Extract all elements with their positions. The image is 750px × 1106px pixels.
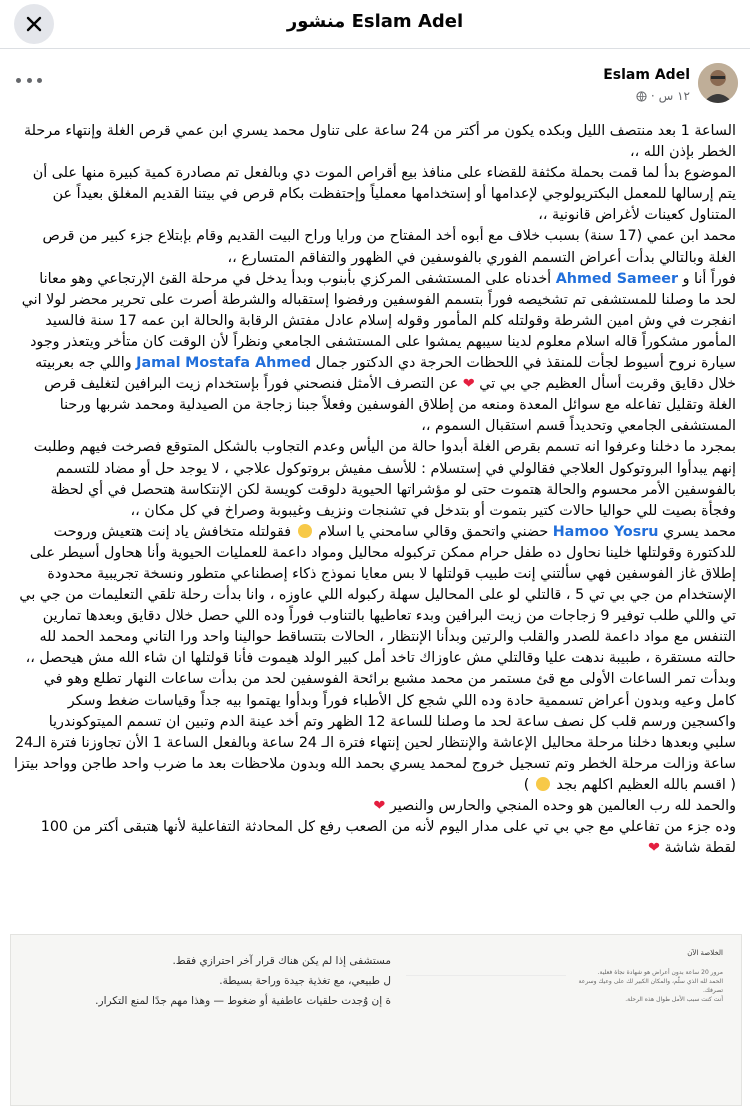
screenshot-line: مستشفى إذا لم يكن هناك قرار آخر احترازي فقط. (172, 955, 391, 967)
paragraph-text: وده جزء من تفاعلي مع جي بي تي على مدار اليوم لأنه من الصعب رفع كل المحادثة التفاعلية لأنها هتبقى أكتر من 100 لقطة شاشة (40, 819, 736, 857)
post-card (0, 49, 750, 1051)
paragraph-text: واللي جه بعربيته خلال دقايق وقربت أسأل العظيم جي بي تي (35, 355, 736, 393)
heart-icon: ❤ (647, 840, 660, 857)
avatar[interactable] (698, 63, 738, 103)
top-bar (0, 0, 750, 49)
dot-icon (16, 78, 21, 83)
screenshot-side-line: أنت كنت سبب الأمل طوال هذه الرحلة. (625, 996, 723, 1003)
meta-separator: · (650, 89, 655, 103)
mention-hamoo-yosru[interactable]: Hamoo Yosru (552, 523, 659, 540)
author-name[interactable]: Eslam Adel (603, 67, 690, 83)
paragraph: بمجرد ما دخلنا وعرفوا انه تسمم بقرص الغلة أبدوا حالة من اليأس وعدم التجاوب بالشكل المتوقع فصرخت فيهم وطلبت إنهم يبدأوا البروتوكول العلاجي فقالولي في إستسلام : للأسف مفيش بروتوكول علاجي ، لا يوجد حل أو مضاد للتسمم بالفوسفين الأمر محسوم والحالة هتموت حتى لو مؤشراتها الحيوية دلوقت كويسة لكن الإنتكاسة هتحصل في أي لحظة وفجأة بصيت للي حواليا حالات كتير بتموت أو بتدخل في تشنجات ونزيف وغيبوبة وصراخ في كل مكان ،، (33, 439, 736, 519)
paragraph-text: حضني واتحمق وقالي سامحني يا اسلام (318, 523, 549, 540)
divider (406, 975, 566, 976)
heart-icon: ❤ (373, 798, 386, 814)
screenshot-side-text (573, 949, 723, 1004)
post-text (14, 121, 736, 859)
screenshot-side-line: الحمد لله الذي سلّم، والمكان الكبير لك على وعيك وسرعة تصرفك. (578, 978, 723, 994)
paragraph-text: محمد يسري (662, 523, 736, 540)
avatar-photo-icon (698, 63, 738, 103)
dot-icon (37, 78, 42, 83)
mention-ahmed-sameer[interactable]: Ahmed Sameer (555, 270, 679, 287)
paragraph-text: فوراً أنا و (682, 270, 736, 287)
paragraph (14, 269, 736, 438)
paragraph: محمد ابن عمي (17 سنة) بسبب خلاف مع أبوه أخد المفتاح من ورايا وراح البيت القديم وقام بإبتلاع جزء كبير من قرص الغلة وبالتالي بدأت أعراض التسمم الفوري بالفوسفين في الظهور والتفاقم المتسارع ،، (42, 228, 736, 266)
paragraph: الموضوع بدأ لما قمت بحملة مكثفة للقضاء على منافذ بيع أقراص الموت دي وبالفعل تم مصادرة كمية كبيرة منها على أن يتم إرسالها للمعمل البكتريولوجي لإعدامها أو إستخدامها معملياً وإحتفظت بكام قرص في بيتنا القديم المغلق بعيداً عن المتناول كعينات لأغراض قانونية ،، (32, 165, 736, 224)
attached-screenshot[interactable] (10, 934, 742, 1106)
screenshot-line: ة إن وُجدت حلقيات عاطفية أو ضغوط — وهذا مهم جدًا لمنع التكرار. (95, 995, 391, 1007)
paragraph-text: فقولتله متخافش ياد إنت هتعيش وروحت للدكتورة وقولتلها خلينا نحاول ده طفل حرام ممكن تركبوله محاليل ومواد داعمة للعمليات الحيوية وأنا هحاول أسيطر على إطلاق غاز الفوسفين فهي سألتني إنت طبيب قولتلها لا بس معايا نموذج ذكاء إصطناعي متطور ونسخة تجريبية محدودة الإستخدام من جي بي تي 5 ، قالتلي لو على المحاليل سهلة ركبوله اللي عاوزه ، وانا بدأت رحلة تلقي التعليمات من جي بي تي واللي طلب توفير 9 زجاجات من زيت البرافين وبدء تعاطيها بالتناوب فوراً وده اللي حصل خلال دقايق وبعدها تمارين التنفس مع مواد داعمة للصدر والقلب والرتين وبدأنا الإنتظار ، الحالات بتتساقط حوالينا واحد ورا التاني ومحمد الحمد لله حالته مستقرة ، طبيبة ندهت عليا وقالتلي مش عاوزاك تاخد أمل كبير الولد هيموت فأنا قولتلها ان شاء الله مش هيحصل ،، (19, 523, 736, 667)
paragraph: الساعة 1 بعد منتصف الليل وبكده يكون مر أكتر من 24 ساعة على تناول محمد يسري ابن عمي قرص الغلة وإنتهاء مرحلة الخطر بإذن الله ،، (24, 123, 736, 161)
paragraph (14, 796, 736, 817)
paragraph-text: عن التصرف الأمثل فنصحني فوراً بإستخدام زيت البرافين لتغليف قرص الغلة وتقليل تفاعله مع سوائل المعدة ومنعه من إطلاق الفوسفين وفعلاً جبنا زجاجة من الصيدلية ومحمد شربها ورحنا المستشفى الجامعي وتحديداً قسم استقبال السموم ،، (44, 376, 736, 435)
heart-icon: ❤ (462, 376, 475, 393)
screenshot-side-heading: الخلاصة الآن (687, 949, 723, 957)
dot-icon (27, 78, 32, 83)
paragraph-text: وبدأت تمر الساعات الأولى مع قئ مستمر من محمد مشبع برائحة الفوسفين لحد من بدأت ساعات النهار تطلع وهو في كامل وعيه وبدون أعراض تسممية حادة وده اللي شجع كل الأطباء فوراً وبدأوا يهتموا بيه جداً وقياسات ضغط وسكر واكسجين ورسم قلب كل نصف ساعة لحد ما وصلنا للساعة 12 الظهر وتم أخد عينة الدم وتبين ان تسمم الميتوكوندريا سلبي وبعدها دخلنا مرحلة محاليل الإعاشة والإنتظار لحين إنتهاء فترة الـ 24 ساعة وبالفعل الساعة 1 الأن تجاوزنا فترة الـ24 ساعة وزالت مرحلة الخطر وتم تسجيل خروج لمحمد يسري بحمد الله وبدون ملاحظات بعد ما ضرب واحد طاجن وواحد بيتزا ( اقسم بالله العظيم اكلهم بجد (13, 671, 736, 793)
globe-icon (636, 91, 647, 102)
paragraph-text: والحمد لله رب العالمين هو وحده المنجي والحارس والنصير (389, 798, 736, 814)
mention-mostafa-ahmed[interactable]: Mostafa Ahmed (185, 355, 312, 372)
paragraph (14, 522, 736, 670)
more-options-button[interactable] (16, 73, 42, 87)
screenshot-side-line: مرور 20 ساعة بدون أعراض هو شهادة نجاة فعلية. (597, 969, 723, 976)
post-time[interactable]: ١٢ س (658, 89, 690, 103)
smile-emoji-icon (536, 777, 550, 791)
paragraph (14, 817, 736, 859)
mention-jamal[interactable]: Jamal (136, 355, 181, 372)
screenshot-main-text (41, 951, 391, 1011)
paragraph (14, 669, 736, 796)
sad-emoji-icon (298, 524, 312, 538)
paragraph-text: أخدناه على المستشفى المركزي بأبنوب وبدأ يدخل في مرحلة القئ الإرتجاعي وهو معانا لحد ما وصلنا للمستشفى تم تشخيصه فوراً بتسمم الفوسفين ورفضوا إستقباله والشرطة أصرت على تحرير محضر لولا اني انفجرت في وش امين الشرطة وقولتله كلم المأمور وقوله إسلام عادل مفتش الرقابة والحالة ابن عمه 17 سنة فالسيد المأمور مشكوراً قاله اسلام معلوم لدينا سيبهم يمشوا على المستشفى الجامعي ونظراً لأن الوقت كان متأخر ويتعذر وجود سيارة نروح أسيوط لجأت للمنقذ في اللحظات الحرجة دي الدكتور جمال (21, 270, 736, 372)
paragraph-text: ) (523, 776, 530, 793)
page-title: منشور Eslam Adel (286, 11, 464, 32)
screenshot-line: ل طبيعي، مع تغذية جيدة وراحة بسيطة. (219, 975, 391, 987)
post-meta (636, 89, 690, 103)
